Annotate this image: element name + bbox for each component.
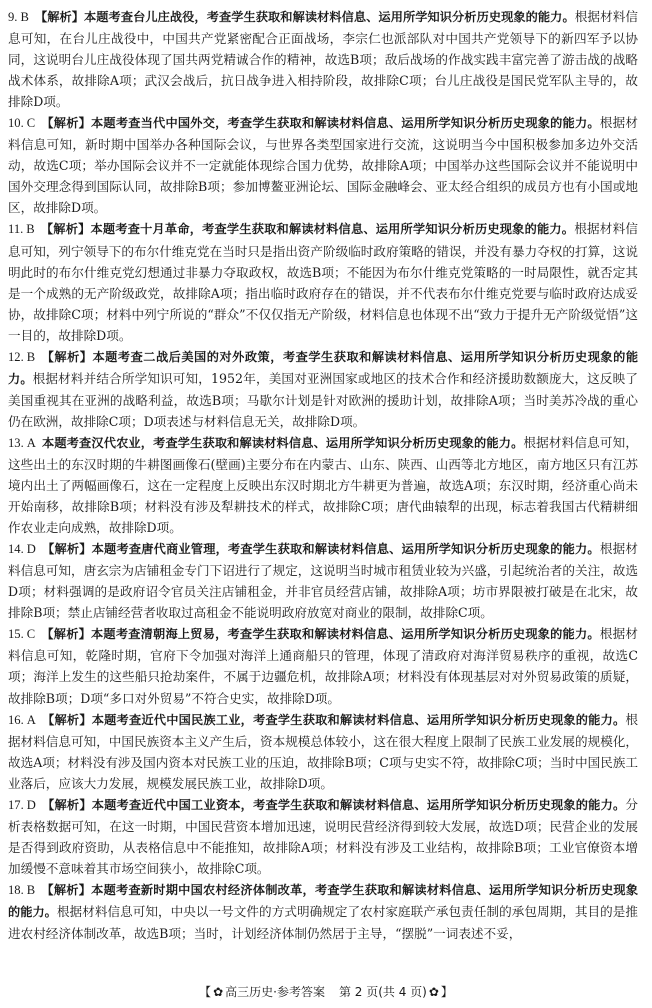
answer-letter: C xyxy=(26,627,36,642)
question-number: 15. xyxy=(8,627,24,642)
question-number: 16. xyxy=(8,712,24,727)
question-number: 17. xyxy=(8,797,24,812)
answer-letter: A xyxy=(26,712,36,727)
footer-open-bracket: 【 xyxy=(199,985,212,999)
answer-letter: B xyxy=(26,222,35,237)
page-footer xyxy=(0,983,652,1000)
answer-item xyxy=(8,346,638,432)
analysis-tag: 【解析】 xyxy=(41,542,92,557)
answer-letter: D xyxy=(26,542,36,557)
answer-item xyxy=(8,794,638,879)
footer-subject: 高三历史·参考答案 xyxy=(225,985,325,999)
question-number: 18. xyxy=(8,882,24,897)
flower-icon: ✿ xyxy=(213,985,224,999)
answer-item xyxy=(8,879,638,944)
answer-letter: B xyxy=(26,882,36,897)
analysis-lead: 本题考查二战后美国的对外政策，考查学生获取和解读材料信息、运用所学知识分析历史现象的能力。 xyxy=(8,349,638,386)
analysis-lead: 本题考查清朝海上贸易，考查学生获取和解读材料信息、运用所学知识分析历史现象的能力。 xyxy=(91,627,600,642)
analysis-lead: 本题考查十月革命，考查学生获取和解读材料信息、运用所学知识分析历史现象的能力。 xyxy=(90,222,575,237)
analysis-body: 根据材料信息可知，乾隆时期，官府下令加强对海洋上通商船只的管理，体现了清政府对海洋贸易秩序的重视，故选C项；海洋上发生的这些船只抢劫案件，不属于边疆危机，故排除A项；材料没有体现基层对对外贸易政策的质疑，故排除B项；D项“多口对外贸易”不符合史实，故排除D项。 xyxy=(8,626,638,706)
answer-letter: B xyxy=(26,349,36,364)
analysis-tag: 【解析】 xyxy=(34,10,85,24)
analysis-body: 根据材料信息可知，中央以一号文件的方式明确规定了农村家庭联产承包责任制的承包周期，其目的是推进农村经济体制改革，故选B项；当时，计划经济体制仍然居于主导，“摆脱”一词表述不妥， xyxy=(8,903,638,942)
flower-icon: ✿ xyxy=(428,985,439,999)
answer-letter: B xyxy=(20,10,29,24)
question-number: 11. xyxy=(8,222,24,237)
analysis-lead: 本题考查台儿庄战役，考查学生获取和解读材料信息、运用所学知识分析历史现象的能力。 xyxy=(84,10,575,24)
analysis-body: 根据材料信息可知，在台儿庄战役中，中国共产党紧密配合正面战场，李宗仁也派部队对中国共产党领导下的新四军予以协同，这说明台儿庄战役体现了国共两党精诚合作的精神，故选B项；敌后战场的作战实践丰富完善了游击战的战略战术体系，故排除A项；武汉会战后，抗日战争进入相持阶段，故排除C项；台儿庄战役是国民党军队主导的，故排除D项。 xyxy=(8,9,638,110)
analysis-lead: 本题考查近代中国民族工业，考查学生获取和解读材料信息、运用所学知识分析历史现象的能力。 xyxy=(91,712,626,727)
analysis-body: 根据材料信息可知，唐玄宗为店铺租金专门下诏进行了规定，这说明当时城市租赁业较为兴盛，引起统治者的关注，故选D项；材料强调的是政府诏令官员关注店铺租金，并非官员经营店铺，故排除A项；坊市界限被打破是在北宋，故排除B项；禁止店铺经营者收取过高租金不能说明政府放宽对商业的限制，故排除C项。 xyxy=(8,541,638,621)
answer-item xyxy=(8,432,638,538)
analysis-tag: 【解析】 xyxy=(40,222,91,237)
analysis-body: 根据材料信息可知，列宁领导下的布尔什维克党在当时只是指出资产阶级临时政府策略的错误，并没有暴力夺权的打算，这说明此时的布尔什维克党幻想通过非暴力夺取政权，故选B项；不能因为布尔什维克党策略的一时局限性，就否定其是一个成熟的无产阶级政党，故排除A项；指出临时政府存在的错误，并不代表布尔什维克党要与临时政府达成妥协，故排除C项；材料中列宁所说的“群众”不仅仅指无产阶级，材料信息也体现不出“致力于提升无产阶级觉悟”这一目的，故排除D项。 xyxy=(8,221,638,343)
answer-letter: C xyxy=(26,116,36,131)
analysis-tag: 【解析】 xyxy=(41,349,93,364)
analysis-lead: 本题考查近代中国工业资本，考查学生获取和解读材料信息、运用所学知识分析历史现象的能力。 xyxy=(91,797,626,812)
question-number: 10. xyxy=(8,116,24,131)
analysis-tag: 【解析】 xyxy=(41,882,92,897)
answer-key-page xyxy=(8,6,638,976)
question-number: 14. xyxy=(8,542,24,557)
answer-item xyxy=(8,112,638,218)
answer-letter: A xyxy=(26,435,36,450)
analysis-tag: 【解析】 xyxy=(41,627,92,642)
analysis-lead: 本题考查新时期中国农村经济体制改革，考查学生获取和解读材料信息、运用所学知识分析历史现象的能力。 xyxy=(8,882,638,919)
analysis-tag: 【解析】 xyxy=(41,797,92,812)
analysis-tag: 【解析】 xyxy=(41,712,92,727)
analysis-body: 根据材料信息可知，这些出土的东汉时期的牛耕图画像石(壁画)主要分布在内蒙古、山东、陕西、山西等北方地区，南方地区只有江苏境内出土了两幅画像石，这在一定程度上反映出东汉时期北方牛耕更为普遍，故选A项；东汉时期，经济重心尚未开始南移，故排除B项；材料没有涉及犁耕技术的样式，故排除C项；唐代曲辕犁的出现，标志着我国古代精耕细作农业走向成熟，故排除D项。 xyxy=(8,434,638,536)
analysis-body: 根据材料信息可知，新时期中国举办各种国际会议，与世界各类型国家进行交流，这说明当今中国积极参加多边外交活动，故选C项；举办国际会议并不一定就能体现综合国力优势，故排除A项；中国举办这些国际会议并不能说明中国外交理念得到国际认同，故排除B项；参加博鳌亚洲论坛、国际金融峰会、亚太经合组织的成员方也有小国或地区，故排除D项。 xyxy=(8,115,638,216)
answer-item xyxy=(8,623,638,708)
question-number: 12. xyxy=(8,349,24,364)
answer-item xyxy=(8,709,638,794)
answer-item xyxy=(8,538,638,623)
analysis-lead: 本题考查汉代农业，考查学生获取和解读材料信息、运用所学知识分析历史现象的能力。 xyxy=(41,435,524,450)
analysis-body: 分析表格数据可知，在这一时期，中国民营资本增加迅速，说明民营经济得到较大发展，故选D项；民营企业的发展是否得到政府资助，从表格信息中不能推知，故排除A项；材料没有涉及工业结构，故排除B项；工业官僚资本增加缓慢不意味着其市场空间狭小，故排除C项。 xyxy=(8,796,638,876)
analysis-body: 根据材料信息可知，中国民族资本主义产生后，资本规模总体较小，这在很大程度上限制了民族工业发展的规模化，故选A项；材料没有涉及国内资本对民族工业的压迫，故排除B项；C项与史实不符，故排除C项；当时中国民族工业落后，应该大力发展，规模发展民族工业，故排除D项。 xyxy=(8,711,638,791)
answer-item xyxy=(8,218,638,345)
answer-letter: D xyxy=(26,797,36,812)
footer-close-bracket: 】 xyxy=(440,985,453,999)
analysis-tag: 【解析】 xyxy=(41,116,92,131)
analysis-body: 根据材料并结合所学知识可知，1952年，美国对亚洲国家或地区的技术合作和经济援助数额庞大，这反映了美国重视其在亚洲的战略利益，故选B项；马歇尔计划是针对欧洲的援助计划，故排除A项；当时美苏冷战的重心仍在欧洲，故排除C项；D项表述与材料信息无关，故排除D项。 xyxy=(8,370,638,429)
question-number: 9. xyxy=(8,10,18,24)
answer-item xyxy=(8,6,638,112)
footer-page-info: 第 2 页(共 4 页) xyxy=(338,985,427,999)
analysis-lead: 本题考查唐代商业管理，考查学生获取和解读材料信息、运用所学知识分析历史现象的能力。 xyxy=(91,542,600,557)
analysis-lead: 本题考查当代中国外交，考查学生获取和解读材料信息、运用所学知识分析历史现象的能力。 xyxy=(91,116,600,131)
question-number: 13. xyxy=(8,435,24,450)
